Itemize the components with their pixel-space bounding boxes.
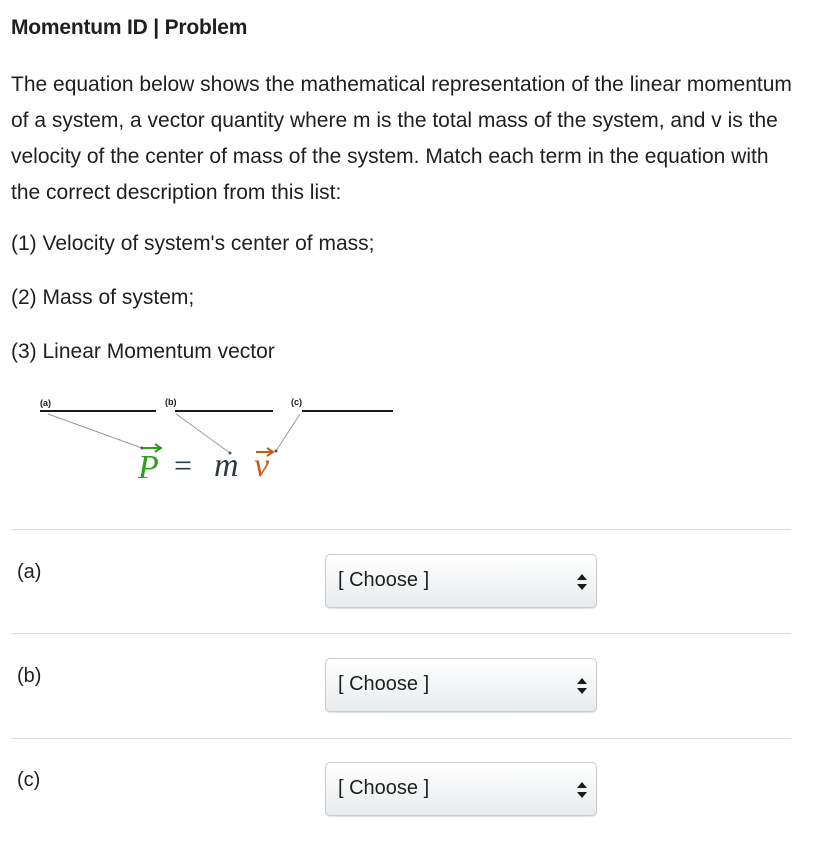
option-2: (2) Mass of system; — [11, 286, 195, 309]
row-label-a: (a) — [17, 561, 42, 583]
pointer-a — [48, 414, 142, 448]
blank-label-a: (a) — [40, 398, 51, 408]
answer-select-a[interactable] — [325, 554, 597, 608]
equation-p: P — [138, 449, 159, 486]
row-label-b: (b) — [17, 665, 42, 687]
divider — [11, 633, 791, 634]
row-label-c: (c) — [17, 769, 41, 791]
option-3: (3) Linear Momentum vector — [11, 340, 275, 363]
select-value-c: [ Choose ] — [338, 777, 430, 799]
answer-select-b[interactable] — [325, 658, 597, 712]
equation-m: m — [214, 447, 239, 484]
select-value-a: [ Choose ] — [338, 569, 430, 591]
equation-v: v — [254, 447, 270, 484]
divider — [11, 529, 791, 530]
blank-label-c: (c) — [291, 397, 302, 407]
updown-arrows-icon — [576, 781, 588, 799]
pointer-c — [276, 414, 300, 451]
question-paragraph: The equation below shows the mathematical representation of the linear momentum of a system, a vector quantity where m is the total mass of the system, and v is the velocity of the center of mass of the system. Match each term in the equation with the correct description from this list: — [11, 73, 792, 204]
divider — [11, 738, 791, 739]
blank-label-b: (b) — [165, 397, 177, 407]
answer-select-c[interactable] — [325, 762, 597, 816]
equation-diagram — [0, 390, 420, 490]
updown-arrows-icon — [576, 677, 588, 695]
equation-equals: = — [174, 447, 193, 483]
problem-title: Momentum ID | Problem — [11, 16, 248, 39]
updown-arrows-icon — [576, 573, 588, 591]
select-value-b: [ Choose ] — [338, 673, 430, 695]
option-1: (1) Velocity of system's center of mass; — [11, 232, 375, 255]
